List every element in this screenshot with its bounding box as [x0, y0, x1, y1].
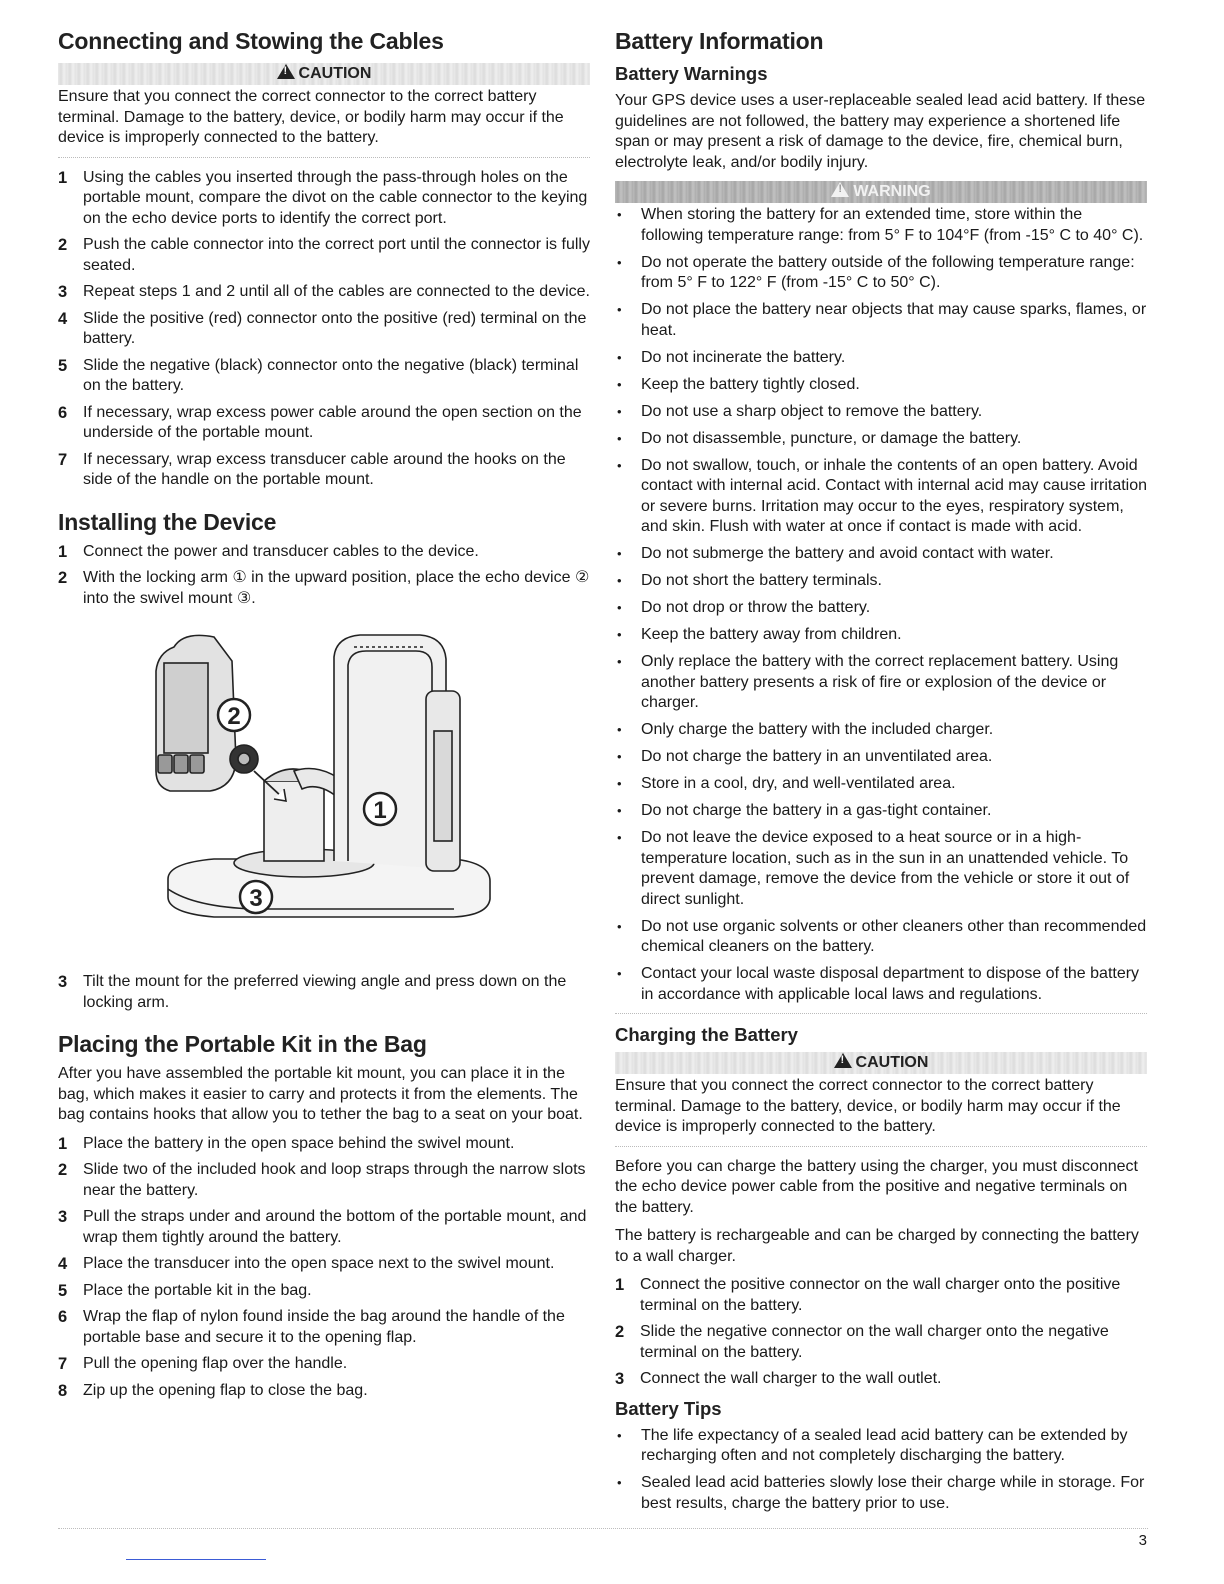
step-item	[58, 403, 590, 444]
step-text: Connect the power and transducer cables to the device.	[83, 542, 479, 560]
warning-item: • Keep the battery away from children.	[615, 625, 1147, 646]
step-number: 6	[58, 403, 68, 422]
step-text: Slide the negative (black) connector onto the negative (black) terminal on the battery.	[83, 356, 579, 394]
step-item	[615, 1275, 1147, 1316]
charging-paragraph: The battery is rechargeable and can be charged by connecting the battery to a wall charger.	[615, 1227, 1139, 1265]
bag-steps	[58, 1134, 590, 1402]
charging-steps	[615, 1275, 1147, 1390]
warning-item: • Do not charge the battery in a gas-tight container.	[615, 801, 1147, 822]
divider	[615, 1146, 1147, 1147]
divider	[58, 157, 590, 158]
warning-label: WARNING	[853, 183, 931, 200]
divider	[615, 1013, 1147, 1014]
step-text: If necessary, wrap excess power cable around the open section on the underside of the portable mount.	[83, 403, 582, 441]
warning-item: • When storing the battery for an extended time, store within the following temperature range: from 5° F to 104°F (from -15° C to 40° C).	[615, 205, 1147, 246]
install-steps	[58, 542, 590, 610]
step-item	[58, 1281, 590, 1302]
step-number: 5	[58, 1281, 68, 1300]
step-number: 2	[58, 236, 68, 254]
warning-item: • Do not use a sharp object to remove the battery.	[615, 402, 1147, 423]
step-text: Slide the positive (red) connector onto the positive (red) terminal on the battery.	[83, 309, 587, 347]
step-text: Slide two of the included hook and loop straps through the narrow slots near the battery.	[83, 1161, 586, 1199]
caution-icon	[834, 1053, 852, 1068]
step-item	[58, 450, 590, 491]
step-text: Repeat steps 1 and 2 until all of the cables are connected to the device.	[83, 283, 590, 300]
step-number: 8	[58, 1381, 68, 1400]
tip-item: • Sealed lead acid batteries slowly lose their charge while in storage. For best results, charge the battery prior to use.	[615, 1473, 1147, 1514]
step-item	[58, 542, 590, 563]
step-text: Place the transducer into the open space next to the swivel mount.	[83, 1255, 555, 1272]
step-number: 5	[58, 356, 68, 375]
section-title-connecting-cables: Connecting and Stowing the Cables	[58, 28, 444, 54]
step-number: 2	[615, 1323, 625, 1341]
device-mount-illustration	[154, 631, 494, 953]
step-item	[58, 1254, 590, 1275]
install-steps-continued	[58, 972, 590, 1013]
step-item	[58, 1307, 590, 1348]
step-number: 1	[58, 1134, 68, 1153]
step-text: Push the cable connector into the correct port until the connector is fully seated.	[83, 236, 590, 274]
svg-text:3: 3	[249, 885, 263, 912]
step-number: 4	[58, 309, 68, 328]
step-text: Place the portable kit in the bag.	[83, 1281, 312, 1299]
section-title-portable-kit-bag: Placing the Portable Kit in the Bag	[58, 1031, 427, 1057]
step-item	[615, 1369, 1147, 1390]
warning-item: • Do not swallow, touch, or inhale the contents of an open battery. Avoid contact with internal acid. Contact with internal acid may cause irritation or severe burns. Irritation may occur to the eyes, respiratory system, and skin. Flush with water at once if contact is made with acid.	[615, 456, 1147, 538]
caution-text: Ensure that you connect the correct connector to the correct battery terminal. Damage to the battery, device, or bodily harm may occur if the device is improperly connected to the battery.	[58, 88, 564, 146]
step-item	[615, 1322, 1147, 1363]
step-item	[58, 972, 590, 1013]
warning-item: • Do not use organic solvents or other cleaners other than recommended chemical cleaners on the battery.	[615, 917, 1147, 958]
svg-text:2: 2	[227, 703, 241, 730]
warning-item: • Contact your local waste disposal department to dispose of the battery in accordance with applicable local laws and regulations.	[615, 964, 1147, 1005]
step-number: 1	[615, 1276, 625, 1294]
caution-banner	[615, 1052, 1147, 1074]
step-number: 4	[58, 1255, 68, 1273]
charging-paragraph: Before you can charge the battery using the charger, you must disconnect the echo device power cable from the positive and negative terminals on the battery.	[615, 1157, 1138, 1216]
step-item	[58, 1134, 590, 1155]
step-item	[58, 235, 590, 276]
step-item	[58, 356, 590, 397]
section-title-battery-information: Battery Information	[615, 28, 824, 54]
step-text: Wrap the flap of nylon found inside the bag around the handle of the portable base and secure it to the opening flap.	[83, 1308, 565, 1346]
step-number: 7	[58, 1355, 68, 1373]
warning-item: • Do not leave the device exposed to a heat source or in a high-temperature location, such as in the sun in an unattended vehicle. To prevent damage, remove the device from the vehicle or store it out of direct sunlight.	[615, 828, 1147, 910]
warning-item: • Store in a cool, dry, and well-ventilated area.	[615, 774, 1147, 795]
step-number: 2	[58, 569, 68, 587]
step-text: Using the cables you inserted through the pass-through holes on the portable mount, compare the divot on the cable connector to the keying on the echo device ports to identify the correct port.	[83, 168, 588, 227]
step-text: Zip up the opening flap to close the bag.	[83, 1381, 368, 1399]
right-column	[615, 28, 1147, 1522]
caution-label: CAUTION	[855, 1054, 929, 1071]
step-number: 6	[58, 1308, 68, 1326]
warning-icon	[831, 182, 849, 197]
step-number: 7	[58, 450, 68, 469]
step-text: Place the battery in the open space behind the swivel mount.	[83, 1134, 515, 1152]
callout-3	[240, 881, 272, 913]
step-item	[58, 1160, 590, 1201]
step-item	[58, 568, 590, 609]
caution-label: CAUTION	[298, 65, 372, 82]
subsection-title-battery-tips: Battery Tips	[615, 1397, 722, 1419]
step-number: 2	[58, 1161, 68, 1179]
warning-item: • Do not disassemble, puncture, or damage the battery.	[615, 429, 1147, 450]
step-text: Slide the negative connector on the wall charger onto the negative terminal on the battery.	[640, 1323, 1109, 1361]
step-item	[58, 309, 590, 350]
step-item	[58, 1381, 590, 1402]
step-number: 1	[58, 168, 68, 187]
step-text: Connect the positive connector on the wall charger onto the positive terminal on the battery.	[640, 1276, 1121, 1314]
step-text: With the locking arm ① in the upward position, place the echo device ② into the swivel mount ③.	[83, 569, 590, 607]
left-column	[58, 28, 590, 1409]
warning-item: • Do not place the battery near objects that may cause sparks, flames, or heat.	[615, 300, 1147, 341]
step-text: Connect the wall charger to the wall outlet.	[640, 1370, 942, 1387]
subsection-title-battery-warnings: Battery Warnings	[615, 63, 768, 84]
warning-item: • Only replace the battery with the correct replacement battery. Using another battery presents a risk of fire or explosion of the device or charger.	[615, 652, 1147, 714]
step-item	[58, 1354, 590, 1375]
bag-intro: After you have assembled the portable kit mount, you can place it in the bag, which makes it easier to carry and protects it from the elements. The bag contains hooks that allow you to tether the bag to a seat on your boat.	[58, 1065, 583, 1123]
warning-item: • Do not operate the battery outside of the following temperature range: from 5° F to 122° F (from -15° C to 50° C).	[615, 253, 1147, 294]
warning-item: • Keep the battery tightly closed.	[615, 375, 1147, 396]
warning-item: • Only charge the battery with the included charger.	[615, 720, 1147, 741]
step-number: 1	[58, 542, 68, 561]
section-title-installing-device: Installing the Device	[58, 508, 277, 535]
step-text: Pull the straps under and around the bottom of the portable mount, and wrap them tightly around the battery.	[83, 1208, 587, 1246]
warning-item: • Do not charge the battery in an unventilated area.	[615, 747, 1147, 768]
footer-divider	[58, 1528, 1148, 1529]
warning-banner	[615, 181, 1147, 203]
callout-2	[218, 699, 250, 731]
warning-item: • Do not short the battery terminals.	[615, 571, 1147, 592]
step-number: 3	[615, 1370, 625, 1388]
step-number: 3	[58, 973, 68, 991]
caution-banner	[58, 63, 590, 85]
step-item	[58, 168, 590, 230]
caution-icon	[277, 64, 295, 79]
cable-steps	[58, 168, 590, 491]
step-item	[58, 1207, 590, 1248]
link-underline	[126, 1559, 266, 1560]
subsection-title-charging-battery: Charging the Battery	[615, 1024, 798, 1045]
step-item	[58, 282, 590, 303]
warnings-intro: Your GPS device uses a user-replaceable sealed lead acid battery. If these guidelines are not followed, the battery may experience a shortened life span or may present a risk of damage to the device, fire, chemical burn, electrolyte leak, and/or bodily injury.	[615, 92, 1146, 171]
warning-item: • Do not submerge the battery and avoid contact with water.	[615, 544, 1147, 565]
step-number: 3	[58, 1208, 68, 1226]
tip-item: • The life expectancy of a sealed lead acid battery can be extended by recharging often and not completely discharging the battery.	[615, 1426, 1147, 1467]
tips-list	[615, 1426, 1147, 1515]
caution-text: Ensure that you connect the correct connector to the correct battery terminal. Damage to the battery, device, or bodily harm may occur if the device is improperly connected to the battery.	[615, 1077, 1121, 1135]
warning-item: • Do not drop or throw the battery.	[615, 598, 1147, 619]
warning-list	[615, 205, 1147, 1005]
step-number: 3	[58, 283, 68, 301]
step-text: Tilt the mount for the preferred viewing angle and press down on the locking arm.	[83, 973, 567, 1011]
step-text: Pull the opening flap over the handle.	[83, 1355, 348, 1372]
warning-item: • Do not incinerate the battery.	[615, 348, 1147, 369]
page-number: 3	[1138, 1532, 1147, 1549]
svg-text:1: 1	[373, 797, 387, 824]
callout-1	[364, 793, 396, 825]
step-text: If necessary, wrap excess transducer cable around the hooks on the side of the handle on the portable mount.	[83, 450, 566, 488]
